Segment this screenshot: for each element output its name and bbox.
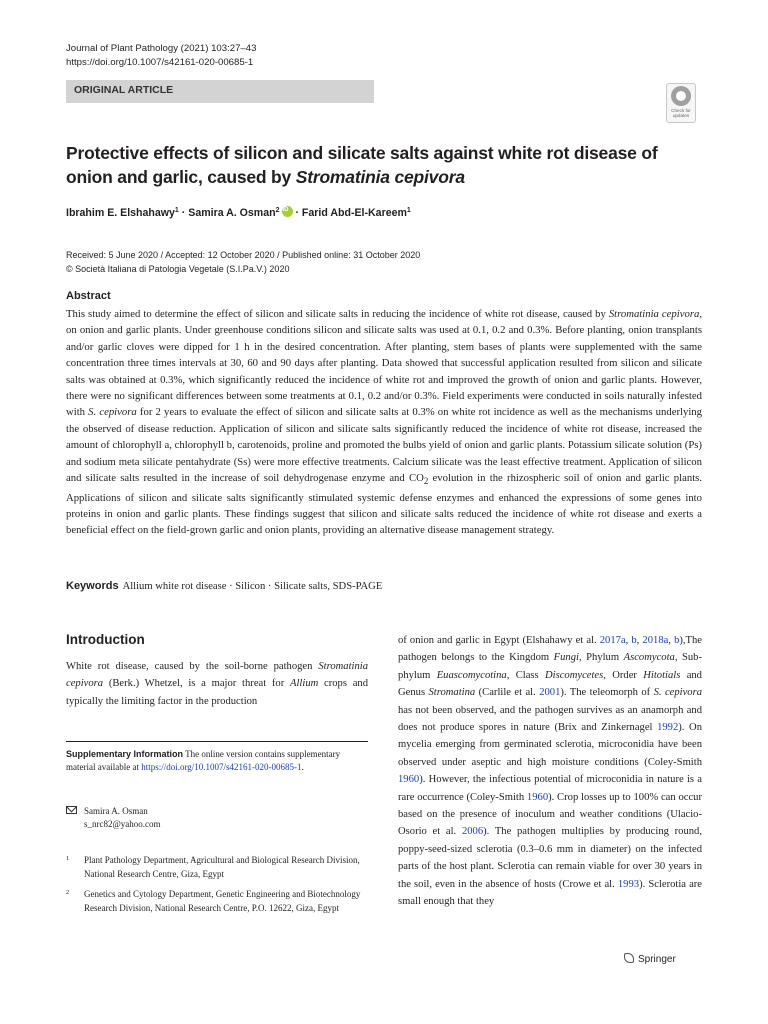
springer-logo-icon	[624, 953, 634, 963]
keywords	[66, 580, 382, 592]
check-updates-icon	[671, 86, 691, 106]
abstract-heading: Abstract	[66, 290, 111, 302]
citation-link[interactable]: b	[631, 635, 637, 646]
introduction-heading: Introduction	[66, 632, 145, 647]
corresponding-author	[66, 805, 161, 832]
corresponding-email[interactable]: s_nrc82@yahoo.com	[84, 819, 161, 830]
abstract-body: This study aimed to determine the effect of silicon and silicate salts in reducing the incidence of white rot disease, caused by Stromatinia cepivora, on onion and garlic plants. Under greenhouse conditions silicon and silicate salts was used at 0.1, 0.2 and 0.3%. Before planting, onion transplants and/or garlic cloves were dipped for 1 h in the desired concentration. After planting, stem bases of plants were supplemented with the same concentration three times intervals at 30, 60 and 90 days after planting. Data showed that successful application resulted from silicon and silicate salts was obtained at 0.3%, which significantly reduced the incidence of white rot and improved the growth of onion and garlic plants. However, there were no significant differences between some treatments at 0.1, 0.2 and/or 0.3%. Field experiments were conducted in soils naturally infested with S. cepivora for 2 years to evaluate the effect of silicon and silicate salts at 0.3% on white rot incidence as well as the mechanisms underlying the observed of disease reduction. Application of silicon and silicate salts significantly reduced the incidence of white rot disease, increased the amount of chlorophyll a, chlorophyll b, carotenoids, proline and promoted the bulbs yield of onion and garlic plants. Potassium silicate solution (Ps) and sodium meta silicate pentahydrate (Ss) were more effective treatments. Calcium silicate was the least effective treatment. Application of silicon and silicate salts resulted in the increase of soil dehydrogenase enzyme and $CO_2$ evolution in the rhizospheric soil of onion and garlic plants. Applications of silicon and silicate salts significantly stimulated systemic defense enzymes and enhanced the expressions of some genes into proteins in onion and garlic plants. These findings suggest that silicon and silicate salts reduced the incidence of white rot disease and exerts a beneficial effect on the field-grown garlic and onion plants, providing an alternative disease management strategy.	[66, 308, 702, 537]
citation-link[interactable]: 1992	[657, 722, 679, 734]
article-title: Protective effects of silicon and silicate salts against white rot disease of onion and garlic, caused by Stromatinia cepivora	[66, 143, 658, 187]
publisher-name: Springer	[638, 954, 676, 965]
orcid-icon[interactable]	[282, 206, 293, 217]
citation-link[interactable]: b	[674, 635, 680, 646]
envelope-icon	[66, 806, 77, 814]
introduction-right-column: of onion and garlic in Egypt (Elshahawy et al. 2017a, b, 2018a, b),The pathogen belongs to the Kingdom Fungi, Phylum Ascomycota, Sub-phylum Euascomycotina, Class Discomycetes, Order Hitotials and Genus Stromatina (Carlile et al. 2001). The teleomorph of S. cepivora has not been observed, and the pathogen survives as an anamorph and does not produce spores in nature (Brix and Zinkernagel 1992). On mycelia emerging from germinated sclerotia, microconidia have been observed under aseptic and high moisture conditions (Coley-Smith 1960). However, the infectious potential of microconidia in nature is a rare occurrence (Coley-Smith 1960). Crop losses up to 100% can occur based on the presence of inoculum and weather conditions (Ulacio-Osorio et al. 2006). The pathogen multiplies by producing round, poppy-seed-sized sclerotia (0.3–0.6 mm in diameter) on the infected parts of the host plant. Sclerotia can remain viable for over 30 years in the soil, even in the absence of hosts (Crowe et al. 1993). Sclerotia are small enough that they	[398, 635, 703, 908]
article-type-label: ORIGINAL ARTICLE	[74, 84, 174, 96]
citation-link[interactable]: 1993	[617, 878, 640, 890]
citation-link[interactable]: 1960	[398, 774, 420, 786]
keywords-label: Keywords	[66, 580, 119, 592]
author-name[interactable]: Samira A. Osman	[188, 207, 276, 219]
publication-dates	[66, 248, 420, 276]
copyright-line: © Società Italiana di Patologia Vegetale (S.I.Pa.V.) 2020	[66, 264, 290, 274]
check-for-updates-badge[interactable]	[666, 83, 696, 123]
author-name[interactable]: Farid Abd-El-Kareem	[301, 207, 407, 219]
introduction-left-column: White rot disease, caused by the soil-borne pathogen Stromatinia cepivora (Berk.) Whetzel, is a major threat for Allium crops and typically the limiting factor in the production	[66, 661, 368, 707]
citation-link[interactable]: 2006	[461, 826, 484, 838]
journal-header	[66, 42, 256, 70]
author-name[interactable]: Ibrahim E. Elshahawy	[66, 207, 175, 219]
corresponding-name: Samira A. Osman	[84, 806, 148, 816]
supplementary-link[interactable]: https://doi.org/10.1007/s42161-020-00685-1	[141, 762, 302, 772]
citation-link[interactable]: 2018a	[642, 635, 669, 646]
author-list: Ibrahim E. Elshahawy$^1$ · Samira A. Osman$^2$iD · Farid Abd-El-Kareem$^1$	[66, 206, 411, 219]
journal-doi[interactable]: https://doi.org/10.1007/s42161-020-00685-1	[66, 57, 254, 68]
keywords-text: Allium white rot disease · Silicon · Silicate salts, SDS-PAGE	[122, 581, 383, 592]
citation-link[interactable]: 2001	[539, 687, 561, 699]
citation-link[interactable]: 2017a	[599, 635, 626, 646]
dates-line: Received: 5 June 2020 / Accepted: 12 October 2020 / Published online: 31 October 2020	[66, 250, 421, 260]
article-type-bar	[66, 80, 374, 103]
page-footer	[624, 953, 676, 965]
footnote-divider	[66, 741, 368, 742]
citation-link[interactable]: 1960	[526, 791, 549, 803]
check-updates-text: Check for updates	[671, 108, 691, 118]
supplementary-info: Supplementary Information The online version contains supplementary material available at https://doi.org/10.1007/s42161-020-00685-1.	[66, 749, 341, 772]
journal-citation: Journal of Plant Pathology (2021) 103:27–43	[66, 43, 257, 54]
